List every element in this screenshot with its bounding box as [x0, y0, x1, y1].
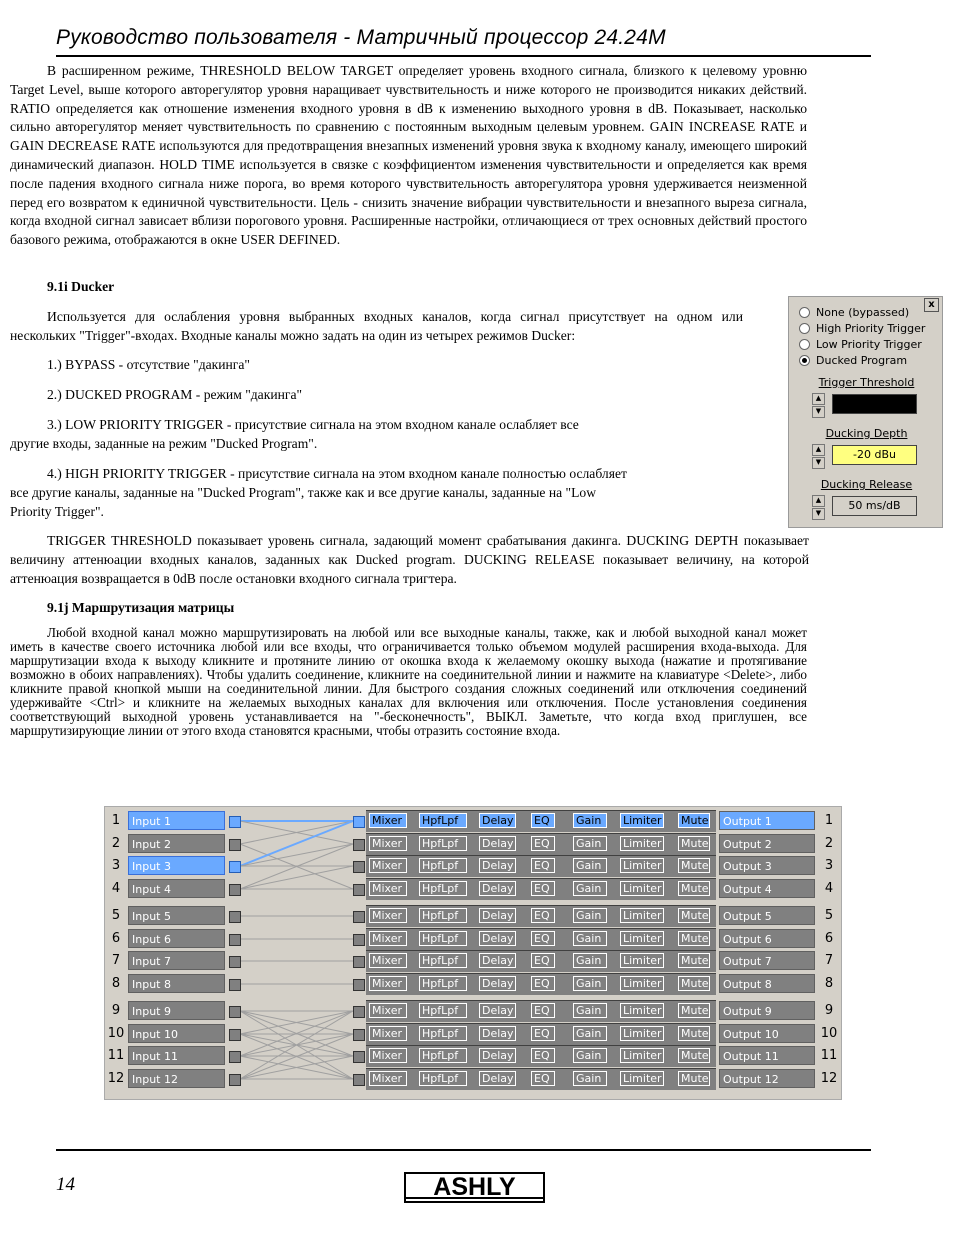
output-channel-6[interactable]: Output 6	[719, 929, 815, 948]
radio-none-bypassed[interactable]	[799, 305, 909, 320]
output-port-9[interactable]	[353, 1006, 365, 1018]
panel-close-button[interactable]: x	[924, 298, 939, 312]
gain-module-button[interactable]: Gain	[573, 931, 607, 946]
limiter-module-button[interactable]: Limiter	[620, 1026, 664, 1041]
mixer-module-button[interactable]: Mixer	[369, 836, 407, 851]
ashly-logo	[404, 1172, 545, 1203]
ducker-item-3	[10, 416, 610, 454]
input-channel-4[interactable]: Input 4	[128, 879, 225, 898]
input-channel-7[interactable]: Input 7	[128, 951, 225, 970]
eq-module-button[interactable]: EQ	[531, 1003, 555, 1018]
output-port-11[interactable]	[353, 1051, 365, 1063]
input-channel-11[interactable]: Input 11	[128, 1046, 225, 1065]
gain-module-button[interactable]: Gain	[573, 858, 607, 873]
processing-strip-1	[366, 810, 716, 832]
row-number-right: 10	[820, 1026, 838, 1041]
delay-module-button[interactable]: Delay	[479, 908, 516, 923]
hpflpf-module-button[interactable]: HpfLpf	[419, 858, 467, 873]
row-number-left: 4	[111, 881, 121, 896]
hpflpf-module-button[interactable]: HpfLpf	[419, 953, 467, 968]
radio-label: Low Priority Trigger	[816, 338, 922, 351]
output-channel-2[interactable]: Output 2	[719, 834, 815, 853]
ducker-paragraph-1	[10, 308, 743, 346]
delay-module-button[interactable]: Delay	[479, 858, 516, 873]
limiter-module-button[interactable]: Limiter	[620, 953, 664, 968]
input-port-12[interactable]	[229, 1074, 241, 1086]
gain-module-button[interactable]: Gain	[573, 1048, 607, 1063]
mute-module-button[interactable]: Mute	[678, 976, 710, 991]
row-number-left: 5	[111, 908, 121, 923]
routing-link-4-3[interactable]	[240, 866, 353, 889]
row-number-right: 3	[824, 858, 834, 873]
matrix-paragraph	[10, 626, 807, 738]
hpflpf-module-button[interactable]: HpfLpf	[419, 881, 467, 896]
intro-paragraph	[10, 62, 807, 250]
output-port-12[interactable]	[353, 1074, 365, 1086]
output-port-6[interactable]	[353, 934, 365, 946]
row-number-left: 7	[111, 953, 121, 968]
spin-down-icon[interactable]: ▼	[812, 508, 825, 520]
radio-label: Ducked Program	[816, 354, 908, 367]
mute-module-button[interactable]: Mute	[678, 908, 710, 923]
ducking-depth-label: Ducking Depth	[825, 427, 908, 440]
gain-module-button[interactable]: Gain	[573, 976, 607, 991]
ducking-depth-spinner[interactable]	[812, 444, 825, 468]
output-channel-7[interactable]: Output 7	[719, 951, 815, 970]
input-channel-6[interactable]: Input 6	[128, 929, 225, 948]
ducker-item-2: 2.) DUCKED PROGRAM - режим "дакинга"	[47, 387, 303, 402]
row-number-right: 11	[820, 1048, 838, 1063]
limiter-module-button[interactable]: Limiter	[620, 836, 664, 851]
hpflpf-module-button[interactable]: HpfLpf	[419, 976, 467, 991]
output-channel-4[interactable]: Output 4	[719, 879, 815, 898]
row-number-left: 6	[111, 931, 121, 946]
eq-module-button[interactable]: EQ	[531, 1048, 555, 1063]
row-number-right: 1	[824, 813, 834, 828]
radio-ducked-program[interactable]	[799, 353, 907, 368]
limiter-module-button[interactable]: Limiter	[620, 908, 664, 923]
hpflpf-module-button[interactable]: HpfLpf	[419, 1003, 467, 1018]
ducker-paragraph-2	[10, 532, 809, 588]
ducker-item-1: 1.) BYPASS - отсутствие "дакинга"	[47, 357, 250, 372]
ducking-depth-field[interactable]: -20 dBu	[832, 445, 917, 465]
mixer-module-button[interactable]: Mixer	[369, 881, 407, 896]
gain-module-button[interactable]: Gain	[573, 1071, 607, 1086]
output-channel-11[interactable]: Output 11	[719, 1046, 815, 1065]
ducking-release-label: Ducking Release	[820, 478, 913, 491]
eq-module-button[interactable]: EQ	[531, 836, 555, 851]
mute-module-button[interactable]: Mute	[678, 1003, 710, 1018]
gain-module-button[interactable]: Gain	[573, 1003, 607, 1018]
spin-up-icon[interactable]: ▲	[812, 393, 825, 405]
hpflpf-module-button[interactable]: HpfLpf	[419, 908, 467, 923]
eq-module-button[interactable]: EQ	[531, 858, 555, 873]
input-port-7[interactable]	[229, 956, 241, 968]
processing-strip-11	[366, 1045, 716, 1067]
ducker-p1: Используется для ослабления уровня выбранных входных каналов, когда сигнал присутствует на одном или нескольких "Trigger"-входах. Входные каналы можно задать на один из четырех режимов Ducker:	[10, 309, 743, 343]
mute-module-button[interactable]: Mute	[678, 858, 710, 873]
trigger-threshold-spinner[interactable]	[812, 393, 825, 417]
radio-label: High Priority Trigger	[816, 322, 926, 335]
input-port-9[interactable]	[229, 1006, 241, 1018]
input-channel-10[interactable]: Input 10	[128, 1024, 225, 1043]
intro-text: В расширенном режиме, THRESHOLD BELOW TARGET определяет уровень входного сигнала, близкого к целевому уровню Target Level, выше которого авторегулятор уровня наращивает чувствительность и ниже которого не производится никаких действий. RATIO определяется как отношение изменения входного уровня в dB к изменению выходного уровня в dB. Показывает, насколько сильно авторегулятор меняет чувствительность по сравнению с постоянным выходным целевым уровнем. GAIN INCREASE RATE и GAIN DECREASE RATE используются для предотвращения внезапных изменений уровня звука к входному каналу, имеющего широкий динамический диапазон. HOLD TIME используется в связке с коэффициентом изменения чувствительности и определяется как время после падения входного сигнала ниже порога, во время которого чувствительность авторегулятора уровня удерживается неизменной перед его возвратом к единичной чувствительности. Цель - снизить значение вибрации чувствительности и внезапного выреза сигнала, когда входной сигнал зависает вблизи порогового уровня. Расширенные настройки, отличающиеся от трех основных действий простого базового режима, отображаются в окне USER DEFINED.	[10, 63, 807, 248]
gain-module-button[interactable]: Gain	[573, 813, 607, 828]
processing-strip-9	[366, 1000, 716, 1022]
row-number-right: 6	[824, 931, 834, 946]
eq-module-button[interactable]: EQ	[531, 1026, 555, 1041]
mixer-module-button[interactable]: Mixer	[369, 953, 407, 968]
delay-module-button[interactable]: Delay	[479, 836, 516, 851]
processing-strip-7	[366, 950, 716, 972]
processing-strip-6	[366, 928, 716, 950]
input-channel-1[interactable]: Input 1	[128, 811, 225, 830]
output-port-7[interactable]	[353, 956, 365, 968]
output-port-4[interactable]	[353, 884, 365, 896]
input-port-6[interactable]	[229, 934, 241, 946]
row-number-left: 11	[107, 1048, 125, 1063]
mixer-module-button[interactable]: Mixer	[369, 976, 407, 991]
limiter-module-button[interactable]: Limiter	[620, 976, 664, 991]
input-port-3[interactable]	[229, 861, 241, 873]
row-number-left: 9	[111, 1003, 121, 1018]
eq-module-button[interactable]: EQ	[531, 908, 555, 923]
output-port-1[interactable]	[353, 816, 365, 828]
output-channel-10[interactable]: Output 10	[719, 1024, 815, 1043]
output-channel-3[interactable]: Output 3	[719, 856, 815, 875]
input-port-10[interactable]	[229, 1029, 241, 1041]
output-channel-12[interactable]: Output 12	[719, 1069, 815, 1088]
hpflpf-module-button[interactable]: HpfLpf	[419, 836, 467, 851]
eq-module-button[interactable]: EQ	[531, 953, 555, 968]
hpflpf-module-button[interactable]: HpfLpf	[419, 1048, 467, 1063]
hpflpf-module-button[interactable]: HpfLpf	[419, 1026, 467, 1041]
eq-module-button[interactable]: EQ	[531, 1071, 555, 1086]
routing-link-3-2[interactable]	[240, 844, 353, 866]
page-header-title: Руководство пользователя - Матричный процессор 24.24M	[56, 26, 666, 49]
section-matrix-heading: 9.1j Маршрутизация матрицы	[47, 600, 235, 615]
processing-strip-8	[366, 973, 716, 995]
processing-strip-3	[366, 855, 716, 877]
eq-module-button[interactable]: EQ	[531, 881, 555, 896]
ducker-item-3-text: 3.) LOW PRIORITY TRIGGER - присутствие сигнала на этом входном канале ослабляет все другие входы, заданные на режим "Ducked Program".	[10, 417, 579, 451]
spin-up-icon[interactable]: ▲	[812, 444, 825, 456]
spin-down-icon[interactable]: ▼	[812, 457, 825, 469]
row-number-left: 2	[111, 836, 121, 851]
header-rule	[56, 55, 871, 57]
delay-module-button[interactable]: Delay	[479, 1026, 516, 1041]
radio-selected-icon	[799, 355, 810, 366]
radio-label: None (bypassed)	[816, 306, 910, 319]
routing-matrix	[104, 806, 842, 1100]
limiter-module-button[interactable]: Limiter	[620, 1003, 664, 1018]
limiter-module-button[interactable]: Limiter	[620, 813, 664, 828]
matrix-p1: Любой входной канал можно маршрутизировать на любой или все выходные каналы, также, как и любой выходной канал может иметь в качестве своего источника любой или все входы, что ограничивается только объемом модулей расширения входа-выхода. Для маршрутизации входа к выходу кликните и протяните линию от окошка входа к желаемому окошку выхода (нажатие и протягивание возможно в обоих направлениях). Чтобы удалить соединение, кликните на соединительной линии и нажмите на клавиатуре <Delete>, либо кликните правой кнопкой мыши на соединительной линии. Для быстрого создания сложных соединений или отключения соединений удерживайте <Ctrl> и кликните на желаемых выходных каналах для включения или отключения. После установления соединения соответствующий выходной уровень устанавливается на "-бесконечность", ВЫКЛ. Заметьте, что когда вход приглушен, все маршрутизирующие линии от этого входа становятся красными, чтобы отразить состояние входа.	[10, 625, 807, 738]
output-channel-1[interactable]: Output 1	[719, 811, 815, 830]
radio-low-priority-trigger[interactable]	[799, 337, 922, 352]
output-channel-8[interactable]: Output 8	[719, 974, 815, 993]
delay-module-button[interactable]: Delay	[479, 953, 516, 968]
mute-module-button[interactable]: Mute	[678, 931, 710, 946]
processing-strip-12	[366, 1068, 716, 1090]
row-number-left: 10	[107, 1026, 125, 1041]
footer-rule	[56, 1149, 871, 1151]
delay-module-button[interactable]: Delay	[479, 813, 516, 828]
row-number-left: 12	[107, 1071, 125, 1086]
mixer-module-button[interactable]: Mixer	[369, 1071, 407, 1086]
input-channel-8[interactable]: Input 8	[128, 974, 225, 993]
input-channel-2[interactable]: Input 2	[128, 834, 225, 853]
ducker-p2: TRIGGER THRESHOLD показывает уровень сигнала, задающий момент срабатывания дакинга. DUCKING DEPTH показывает величину аттенюации входных каналов, заданных как Ducked program. DUCKING RELEASE показывает величину, на которой аттенюация возвращается в 0dB после остановки входного сигнала тригтера.	[10, 533, 809, 586]
section-ducker-heading: 9.1i Ducker	[47, 279, 115, 294]
gain-module-button[interactable]: Gain	[573, 1026, 607, 1041]
delay-module-button[interactable]: Delay	[479, 1003, 516, 1018]
output-port-8[interactable]	[353, 979, 365, 991]
row-number-right: 7	[824, 953, 834, 968]
mute-module-button[interactable]: Mute	[678, 1071, 710, 1086]
processing-strip-4	[366, 878, 716, 900]
output-port-5[interactable]	[353, 911, 365, 923]
output-channel-5[interactable]: Output 5	[719, 906, 815, 925]
mixer-module-button[interactable]: Mixer	[369, 931, 407, 946]
hpflpf-module-button[interactable]: HpfLpf	[419, 813, 467, 828]
eq-module-button[interactable]: EQ	[531, 931, 555, 946]
limiter-module-button[interactable]: Limiter	[620, 858, 664, 873]
gain-module-button[interactable]: Gain	[573, 953, 607, 968]
output-port-3[interactable]	[353, 861, 365, 873]
radio-icon	[799, 323, 810, 334]
radio-icon	[799, 339, 810, 350]
limiter-module-button[interactable]: Limiter	[620, 1048, 664, 1063]
delay-module-button[interactable]: Delay	[479, 1048, 516, 1063]
radio-high-priority-trigger[interactable]	[799, 321, 925, 336]
page-number: 14	[56, 1174, 75, 1195]
processing-strip-5	[366, 905, 716, 927]
mute-module-button[interactable]: Mute	[678, 1026, 710, 1041]
mixer-module-button[interactable]: Mixer	[369, 1026, 407, 1041]
row-number-left: 3	[111, 858, 121, 873]
trigger-threshold-field[interactable]	[832, 394, 917, 414]
hpflpf-module-button[interactable]: HpfLpf	[419, 931, 467, 946]
delay-module-button[interactable]: Delay	[479, 881, 516, 896]
output-port-10[interactable]	[353, 1029, 365, 1041]
mixer-module-button[interactable]: Mixer	[369, 1003, 407, 1018]
row-number-right: 12	[820, 1071, 838, 1086]
processing-strip-2	[366, 833, 716, 855]
delay-module-button[interactable]: Delay	[479, 931, 516, 946]
hpflpf-module-button[interactable]: HpfLpf	[419, 1071, 467, 1086]
radio-icon	[799, 307, 810, 318]
mute-module-button[interactable]: Mute	[678, 881, 710, 896]
ducking-release-spinner[interactable]	[812, 495, 825, 519]
spin-down-icon[interactable]: ▼	[812, 406, 825, 418]
ducker-item-4-text: 4.) HIGH PRIORITY TRIGGER - присутствие сигнала на этом входном канале полностью ослабляет все другие каналы, заданные на "Ducked Program", также как и все другие каналы, заданные на "Low Priority Trigger".	[10, 466, 627, 519]
output-channel-9[interactable]: Output 9	[719, 1001, 815, 1020]
input-channel-5[interactable]: Input 5	[128, 906, 225, 925]
routing-link-3-1[interactable]	[240, 821, 353, 866]
row-number-right: 9	[824, 1003, 834, 1018]
row-number-right: 5	[824, 908, 834, 923]
processing-strip-10	[366, 1023, 716, 1045]
row-number-left: 8	[111, 976, 121, 991]
ducking-release-field[interactable]: 50 ms/dB	[832, 496, 917, 516]
mixer-module-button[interactable]: Mixer	[369, 813, 407, 828]
row-number-right: 8	[824, 976, 834, 991]
eq-module-button[interactable]: EQ	[531, 813, 555, 828]
gain-module-button[interactable]: Gain	[573, 908, 607, 923]
input-port-8[interactable]	[229, 979, 241, 991]
input-channel-12[interactable]: Input 12	[128, 1069, 225, 1088]
output-port-2[interactable]	[353, 839, 365, 851]
input-channel-3[interactable]: Input 3	[128, 856, 225, 875]
input-port-11[interactable]	[229, 1051, 241, 1063]
mute-module-button[interactable]: Mute	[678, 953, 710, 968]
input-channel-9[interactable]: Input 9	[128, 1001, 225, 1020]
mixer-module-button[interactable]: Mixer	[369, 908, 407, 923]
mute-module-button[interactable]: Mute	[678, 836, 710, 851]
input-port-4[interactable]	[229, 884, 241, 896]
limiter-module-button[interactable]: Limiter	[620, 881, 664, 896]
gain-module-button[interactable]: Gain	[573, 836, 607, 851]
delay-module-button[interactable]: Delay	[479, 1071, 516, 1086]
spin-up-icon[interactable]: ▲	[812, 495, 825, 507]
limiter-module-button[interactable]: Limiter	[620, 931, 664, 946]
row-number-left: 1	[111, 813, 121, 828]
mute-module-button[interactable]: Mute	[678, 813, 710, 828]
mute-module-button[interactable]: Mute	[678, 1048, 710, 1063]
delay-module-button[interactable]: Delay	[479, 976, 516, 991]
mixer-module-button[interactable]: Mixer	[369, 1048, 407, 1063]
eq-module-button[interactable]: EQ	[531, 976, 555, 991]
input-port-1[interactable]	[229, 816, 241, 828]
row-number-right: 4	[824, 881, 834, 896]
limiter-module-button[interactable]: Limiter	[620, 1071, 664, 1086]
row-number-right: 2	[824, 836, 834, 851]
gain-module-button[interactable]: Gain	[573, 881, 607, 896]
trigger-threshold-label: Trigger Threshold	[818, 376, 915, 389]
ducker-item-4	[10, 465, 630, 521]
input-port-2[interactable]	[229, 839, 241, 851]
input-port-5[interactable]	[229, 911, 241, 923]
mixer-module-button[interactable]: Mixer	[369, 858, 407, 873]
ducker-panel	[788, 296, 943, 528]
logo-text: ASHLY	[433, 1173, 516, 1201]
